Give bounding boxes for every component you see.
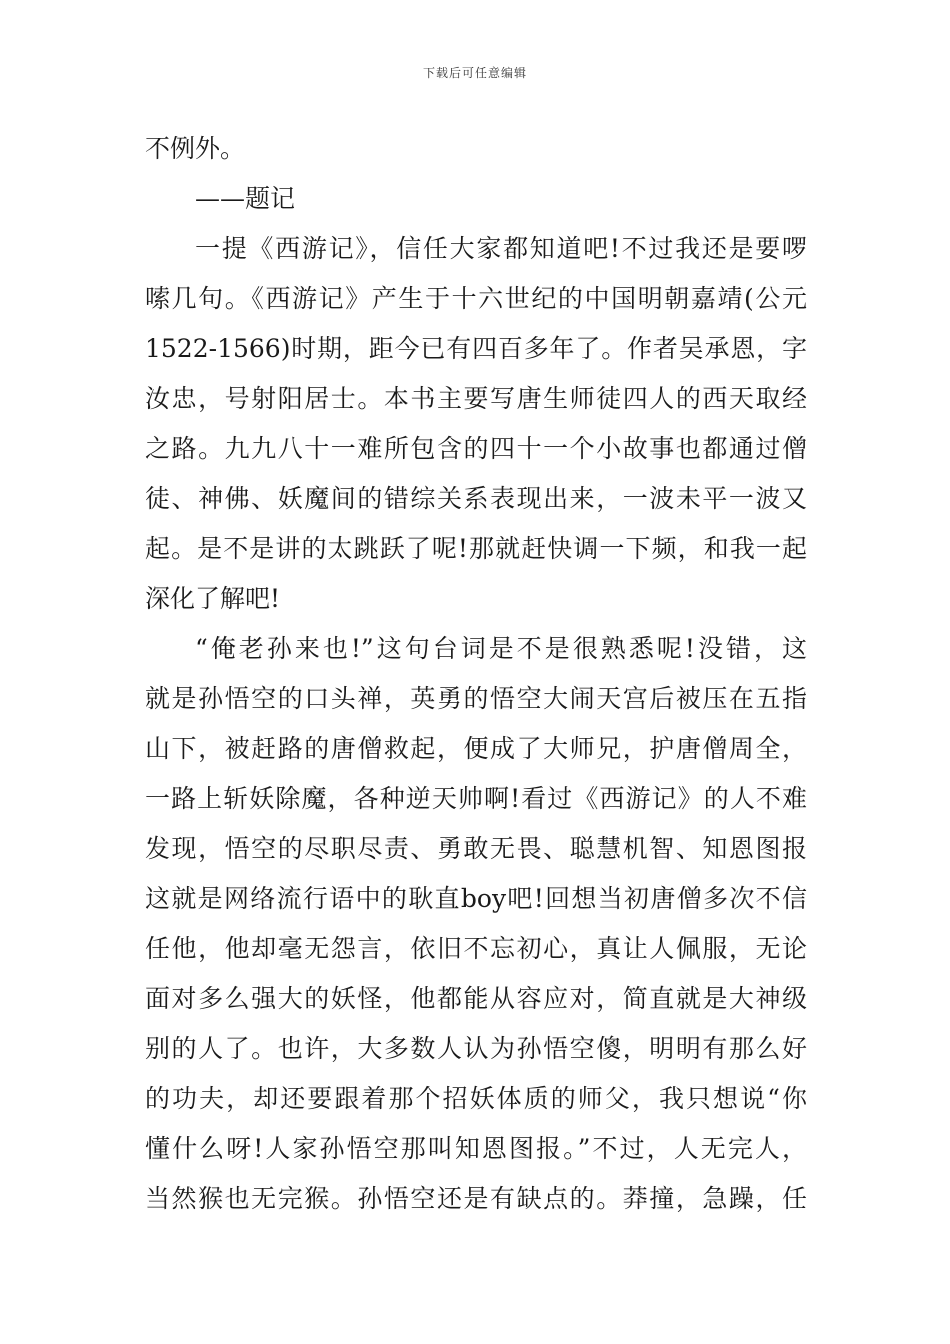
text-line: 汝忠，号射阳居士。本书主要写唐生师徒四人的西天取经 (145, 384, 807, 413)
text-line: 山下，被赶路的唐僧救起，便成了大师兄，护唐僧周全， (145, 734, 807, 763)
text-line: “俺老孙来也!”这句台词是不是很熟悉呢!没错，这 (195, 634, 807, 663)
text-line: 任他，他却毫无怨言，依旧不忘初心，真让人佩服，无论 (145, 934, 807, 963)
text-line: 这就是网络流行语中的耿直boy吧!回想当初唐僧多次不信 (145, 884, 807, 913)
text-line: 懂什么呀!人家孙悟空那叫知恩图报。”不过，人无完人， (145, 1134, 807, 1163)
text-line: 不例外。 (145, 134, 246, 163)
text-line: ——题记 (195, 184, 296, 213)
text-line: 之路。九九八十一难所包含的四十一个小故事也都通过僧 (145, 434, 807, 463)
text-line: 当然猴也无完猴。孙悟空还是有缺点的。莽撞，急躁，任 (145, 1184, 807, 1213)
text-line: 发现，悟空的尽职尽责、勇敢无畏、聪慧机智、知恩图报 (145, 834, 807, 863)
text-line: 就是孙悟空的口头禅，英勇的悟空大闹天宫后被压在五指 (145, 684, 807, 713)
text-line: 的功夫，却还要跟着那个招妖体质的师父，我只想说“你 (145, 1084, 807, 1113)
text-line: 徒、神佛、妖魔间的错综关系表现出来，一波未平一波又 (145, 484, 807, 513)
text-line: 一路上斩妖除魔，各种逆天帅啊!看过《西游记》的人不难 (145, 784, 807, 813)
text-line: 一提《西游记》，信任大家都知道吧!不过我还是要啰 (195, 234, 807, 263)
text-line: 起。是不是讲的太跳跃了呢!那就赶快调一下频，和我一起 (145, 534, 807, 563)
text-line: 面对多么强大的妖怪，他都能从容应对，简直就是大神级 (145, 984, 807, 1013)
document-body (145, 124, 807, 1224)
text-line: 深化了解吧! (145, 584, 281, 613)
text-line: 嗦几句。《西游记》产生于十六世纪的中国明朝嘉靖(公元 (145, 284, 807, 313)
text-line: 1522-1566)时期，距今已有四百多年了。作者吴承恩，字 (145, 334, 807, 363)
text-line: 别的人了。也许，大多数人认为孙悟空傻，明明有那么好 (145, 1034, 807, 1063)
page-header: 下载后可任意编辑 (422, 66, 527, 80)
